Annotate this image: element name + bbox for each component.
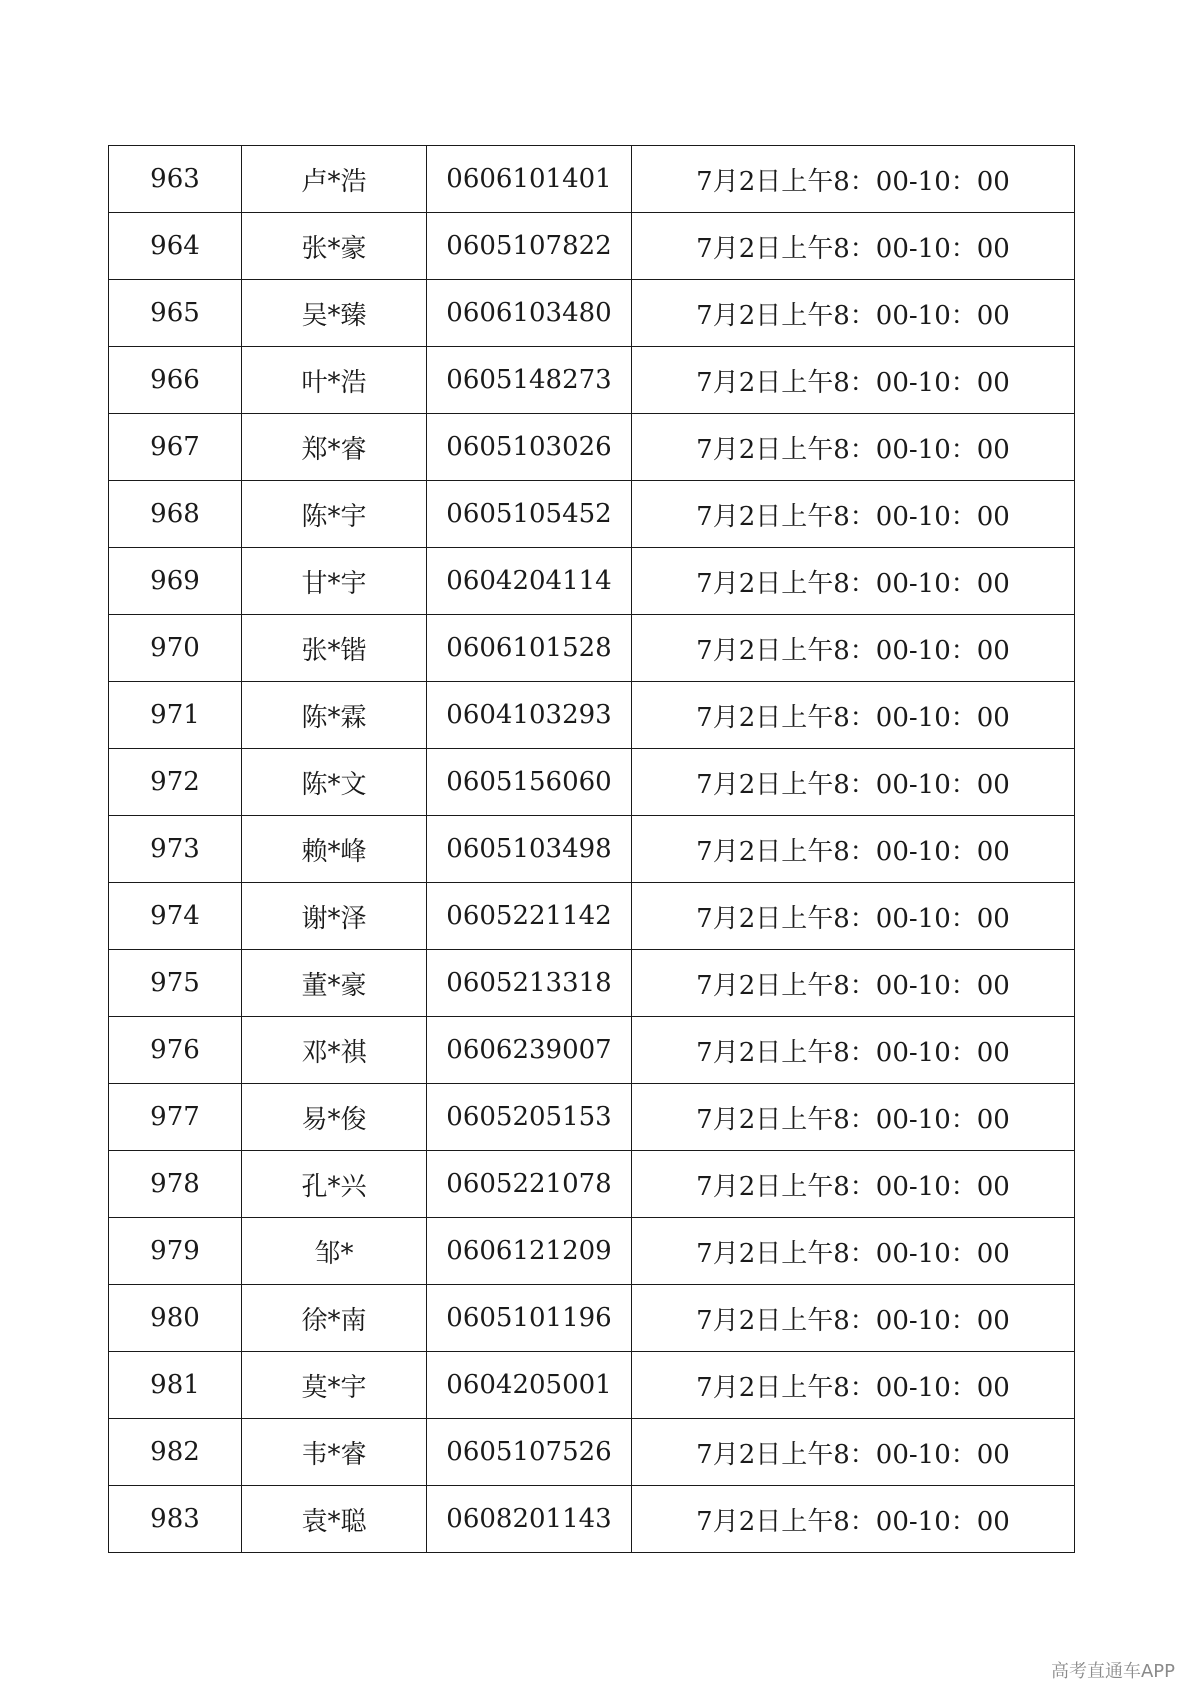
cell-seq-number: 968 [109, 481, 242, 548]
table-row [109, 481, 1075, 548]
table-row [109, 1084, 1075, 1151]
cell-exam-time: 7月2日上午8：00-10：00 [632, 950, 1075, 1017]
cell-student-name: 叶*浩 [242, 347, 427, 414]
cell-exam-id: 0606101528 [427, 615, 632, 682]
cell-exam-time: 7月2日上午8：00-10：00 [632, 1218, 1075, 1285]
cell-seq-number: 983 [109, 1486, 242, 1553]
cell-exam-time: 7月2日上午8：00-10：00 [632, 1084, 1075, 1151]
cell-student-name: 张*豪 [242, 213, 427, 280]
cell-student-name: 郑*睿 [242, 414, 427, 481]
cell-seq-number: 973 [109, 816, 242, 883]
cell-exam-id: 0605213318 [427, 950, 632, 1017]
cell-exam-id: 0606103480 [427, 280, 632, 347]
cell-exam-id: 0606121209 [427, 1218, 632, 1285]
cell-student-name: 袁*聪 [242, 1486, 427, 1553]
cell-student-name: 徐*南 [242, 1285, 427, 1352]
cell-seq-number: 982 [109, 1419, 242, 1486]
table-row [109, 950, 1075, 1017]
cell-exam-id: 0605221142 [427, 883, 632, 950]
table-row [109, 414, 1075, 481]
cell-student-name: 吴*臻 [242, 280, 427, 347]
table-row [109, 1352, 1075, 1419]
cell-seq-number: 971 [109, 682, 242, 749]
cell-exam-time: 7月2日上午8：00-10：00 [632, 1017, 1075, 1084]
cell-exam-time: 7月2日上午8：00-10：00 [632, 1352, 1075, 1419]
cell-exam-id: 0605221078 [427, 1151, 632, 1218]
table-row [109, 1218, 1075, 1285]
cell-exam-id: 0608201143 [427, 1486, 632, 1553]
cell-exam-id: 0605107526 [427, 1419, 632, 1486]
cell-student-name: 董*豪 [242, 950, 427, 1017]
cell-exam-time: 7月2日上午8：00-10：00 [632, 883, 1075, 950]
cell-exam-id: 0606239007 [427, 1017, 632, 1084]
cell-seq-number: 972 [109, 749, 242, 816]
table-row [109, 883, 1075, 950]
cell-exam-time: 7月2日上午8：00-10：00 [632, 1151, 1075, 1218]
cell-student-name: 甘*宇 [242, 548, 427, 615]
table-row [109, 749, 1075, 816]
table-row [109, 347, 1075, 414]
cell-seq-number: 970 [109, 615, 242, 682]
cell-exam-time: 7月2日上午8：00-10：00 [632, 816, 1075, 883]
roster-table [108, 145, 1075, 1553]
cell-exam-id: 0605103026 [427, 414, 632, 481]
cell-student-name: 陈*宇 [242, 481, 427, 548]
cell-seq-number: 979 [109, 1218, 242, 1285]
cell-exam-time: 7月2日上午8：00-10：00 [632, 146, 1075, 213]
cell-exam-id: 0604103293 [427, 682, 632, 749]
cell-exam-time: 7月2日上午8：00-10：00 [632, 280, 1075, 347]
cell-exam-time: 7月2日上午8：00-10：00 [632, 1285, 1075, 1352]
cell-seq-number: 974 [109, 883, 242, 950]
table-row [109, 213, 1075, 280]
cell-exam-id: 0605148273 [427, 347, 632, 414]
table-row [109, 1486, 1075, 1553]
cell-exam-time: 7月2日上午8：00-10：00 [632, 548, 1075, 615]
cell-seq-number: 966 [109, 347, 242, 414]
table-row [109, 816, 1075, 883]
watermark-text: 高考直通车APP [1050, 1661, 1175, 1682]
cell-exam-id: 0604204114 [427, 548, 632, 615]
cell-exam-time: 7月2日上午8：00-10：00 [632, 749, 1075, 816]
cell-exam-time: 7月2日上午8：00-10：00 [632, 213, 1075, 280]
cell-exam-id: 0606101401 [427, 146, 632, 213]
cell-student-name: 张*锴 [242, 615, 427, 682]
cell-seq-number: 964 [109, 213, 242, 280]
table-row [109, 615, 1075, 682]
table-row [109, 548, 1075, 615]
table-row [109, 1151, 1075, 1218]
cell-student-name: 邹* [242, 1218, 427, 1285]
cell-student-name: 莫*宇 [242, 1352, 427, 1419]
cell-student-name: 孔*兴 [242, 1151, 427, 1218]
cell-seq-number: 976 [109, 1017, 242, 1084]
table-row [109, 1285, 1075, 1352]
cell-student-name: 谢*泽 [242, 883, 427, 950]
cell-exam-id: 0604205001 [427, 1352, 632, 1419]
cell-seq-number: 963 [109, 146, 242, 213]
cell-exam-time: 7月2日上午8：00-10：00 [632, 682, 1075, 749]
cell-student-name: 陈*文 [242, 749, 427, 816]
cell-seq-number: 975 [109, 950, 242, 1017]
cell-student-name: 易*俊 [242, 1084, 427, 1151]
table-row [109, 146, 1075, 213]
cell-exam-time: 7月2日上午8：00-10：00 [632, 481, 1075, 548]
table-row [109, 280, 1075, 347]
cell-seq-number: 981 [109, 1352, 242, 1419]
cell-exam-id: 0605156060 [427, 749, 632, 816]
cell-exam-time: 7月2日上午8：00-10：00 [632, 347, 1075, 414]
table-row [109, 1017, 1075, 1084]
cell-exam-time: 7月2日上午8：00-10：00 [632, 615, 1075, 682]
cell-student-name: 赖*峰 [242, 816, 427, 883]
cell-seq-number: 967 [109, 414, 242, 481]
cell-exam-id: 0605107822 [427, 213, 632, 280]
cell-exam-time: 7月2日上午8：00-10：00 [632, 414, 1075, 481]
cell-exam-time: 7月2日上午8：00-10：00 [632, 1419, 1075, 1486]
cell-exam-time: 7月2日上午8：00-10：00 [632, 1486, 1075, 1553]
cell-exam-id: 0605205153 [427, 1084, 632, 1151]
roster-table-body [109, 146, 1075, 1553]
cell-seq-number: 969 [109, 548, 242, 615]
cell-seq-number: 980 [109, 1285, 242, 1352]
table-row [109, 682, 1075, 749]
cell-student-name: 韦*睿 [242, 1419, 427, 1486]
cell-exam-id: 0605105452 [427, 481, 632, 548]
cell-student-name: 邓*祺 [242, 1017, 427, 1084]
cell-student-name: 陈*霖 [242, 682, 427, 749]
cell-seq-number: 977 [109, 1084, 242, 1151]
cell-exam-id: 0605101196 [427, 1285, 632, 1352]
cell-seq-number: 978 [109, 1151, 242, 1218]
table-row [109, 1419, 1075, 1486]
cell-seq-number: 965 [109, 280, 242, 347]
cell-student-name: 卢*浩 [242, 146, 427, 213]
cell-exam-id: 0605103498 [427, 816, 632, 883]
